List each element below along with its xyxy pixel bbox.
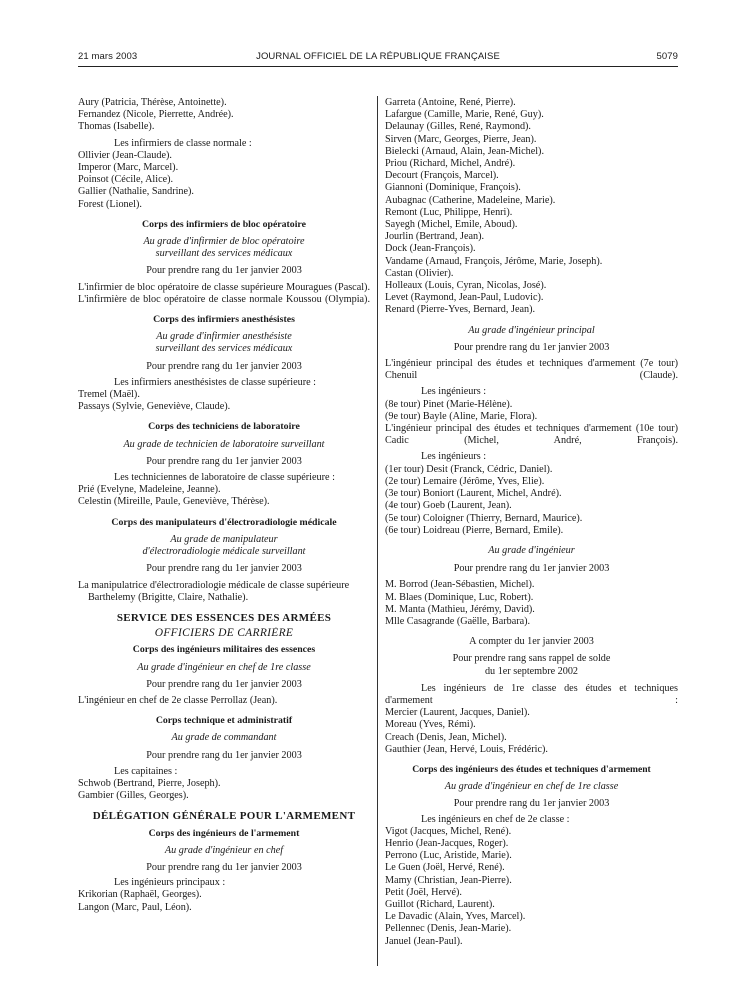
corps-heading: Corps des infirmiers de bloc opératoire [142, 218, 306, 230]
name-entry: Mamy (Christian, Jean-Pierre). [385, 874, 512, 886]
name-entry: Creach (Denis, Jean, Michel). [385, 731, 507, 743]
rank-line: Pour prendre rang du 1er janvier 2003 [453, 798, 610, 810]
name-entry: Poinsot (Cécile, Alice). [78, 174, 174, 186]
name-entry: Garreta (Antoine, René, Pierre). [385, 97, 516, 108]
name-entry: Decourt (François, Marcel). [385, 170, 499, 182]
name-entry: Moreau (Yves, Rémi). [385, 719, 476, 731]
name-entry: Vigot (Jacques, Michel, René). [385, 825, 512, 837]
name-entry: Dock (Jean-François). [385, 243, 476, 255]
rank-line: Pour prendre rang sans rappel de solde [452, 653, 611, 665]
group-label: Les infirmiers de classe normale : [114, 137, 252, 149]
name-entry: (2e tour) Lemaire (Jérôme, Yves, Elie). [385, 475, 545, 487]
column-divider [377, 96, 378, 966]
name-entry: M. Manta (Mathieu, Jérémy, David). [385, 603, 535, 615]
name-entry: Prié (Evelyne, Madeleine, Jeanne). [78, 484, 221, 496]
page-header [78, 51, 678, 65]
name-entry: Giannoni (Dominique, François). [385, 182, 521, 194]
name-entry: (4e tour) Goeb (Laurent, Jean). [385, 500, 512, 512]
rank-line: Pour prendre rang du 1er janvier 2003 [146, 265, 302, 277]
name-entry: Henrio (Jean-Jacques, Roger). [385, 837, 509, 849]
grade-heading: Au grade d'infirmier anesthésiste [156, 331, 292, 343]
name-entry: (6e tour) Loidreau (Pierre, Bernard, Émile). [385, 524, 564, 536]
rank-line: Pour prendre rang du 1er janvier 2003 [453, 563, 610, 575]
grade-heading: Au grade d'ingénieur en chef de 1re classe [444, 781, 619, 793]
promotion-entry: L'ingénieur principal des études et techniques d'armement (7e tour) Chenuil (Claude). [385, 358, 678, 382]
page-number: 5079 [656, 51, 678, 62]
name-entry: Schwob (Bertrand, Pierre, Joseph). [78, 777, 221, 789]
rank-line: Pour prendre rang du 1er janvier 2003 [146, 678, 302, 690]
name-entry: Gallier (Nathalie, Sandrine). [78, 186, 194, 198]
rank-line: du 1er septembre 2002 [484, 665, 579, 677]
name-entry: (5e tour) Coloigner (Thierry, Bernard, Maurice). [385, 512, 583, 524]
group-label: Les ingénieurs : [421, 386, 487, 398]
corps-heading: Corps des ingénieurs de l'armement [148, 827, 300, 839]
journal-title: JOURNAL OFFICIEL DE LA RÉPUBLIQUE FRANÇAISE [256, 51, 500, 62]
service-heading: SERVICE DES ESSENCES DES ARMÉES [116, 611, 332, 624]
name-entry: Guillot (Richard, Laurent). [385, 898, 495, 910]
service-subheading: OFFICIERS DE CARRIÈRE [154, 627, 294, 640]
name-entry: Celestin (Mireille, Paule, Geneviève, Thérèse). [78, 496, 270, 508]
name-entry: Le Guen (Joël, Hervé, René). [385, 862, 505, 874]
name-entry: Petit (Joël, Hervé). [385, 886, 462, 898]
corps-heading: Corps des infirmiers anesthésistes [153, 314, 295, 326]
name-entry: Gambier (Gilles, Georges). [78, 790, 189, 802]
name-entry: Fernandez (Nicole, Pierrette, Andrée). [78, 109, 234, 121]
corps-heading: Corps des ingénieurs des études et techniques d'armement [412, 763, 651, 775]
corps-heading: Corps des ingénieurs militaires des essences [132, 644, 316, 656]
name-entry: Sayegh (Michel, Emile, Aboud). [385, 219, 518, 231]
name-entry: Vandame (Arnaud, François, Jérôme, Marie, Joseph). [385, 255, 603, 267]
promotion-entry: L'infirmière de bloc opératoire de classe normale Koussou (Olympia). [78, 293, 370, 305]
grade-heading: Au grade de manipulateur [170, 533, 278, 545]
name-entry: Krikorian (Raphaël, Georges). [78, 889, 202, 901]
rank-line: Pour prendre rang du 1er janvier 2003 [146, 861, 302, 873]
service-heading: DÉLÉGATION GÉNÉRALE POUR L'ARMEMENT [92, 810, 356, 823]
group-label: Les capitaines : [114, 765, 178, 777]
name-entry: Gauthier (Jean, Hervé, Louis, Frédéric). [385, 743, 548, 755]
name-entry: Januel (Jean-Paul). [385, 935, 463, 947]
group-label: Les ingénieurs en chef de 2e classe : [421, 813, 570, 825]
name-entry: Ollivier (Jean-Claude). [78, 149, 172, 161]
name-entry: Lafargue (Camille, Marie, René, Guy). [385, 109, 544, 121]
grade-heading: Au grade d'ingénieur en chef de 1re classe [137, 661, 311, 673]
name-entry: M. Borrod (Jean-Sébastien, Michel). [385, 579, 535, 591]
name-entry: Imperor (Marc, Marcel). [78, 162, 179, 174]
name-entry: Passays (Sylvie, Geneviève, Claude). [78, 401, 231, 413]
left-column [78, 97, 370, 914]
name-entry: Priou (Richard, Michel, André). [385, 158, 516, 170]
name-entry: Perrono (Luc, Aristide, Marie). [385, 850, 512, 862]
name-entry: Jourlin (Bertrand, Jean). [385, 231, 485, 243]
grade-heading: Au grade d'ingénieur principal [468, 324, 595, 336]
corps-heading: Corps technique et administratif [155, 715, 293, 727]
promotion-entry: L'ingénieur principal des études et techniques d'armement (10e tour) Cadic (Michel, André, François). [385, 423, 678, 447]
header-date: 21 mars 2003 [78, 51, 138, 62]
name-entry: Pellennec (Denis, Jean-Marie). [385, 923, 512, 935]
name-entry: Mlle Casagrande (Gaëlle, Barbara). [385, 615, 531, 627]
name-entry: Bielecki (Arnaud, Alain, Jean-Michel). [385, 145, 544, 157]
name-entry: Delaunay (Gilles, René, Raymond). [385, 121, 531, 133]
group-label: Les ingénieurs : [421, 451, 487, 463]
group-label: Les techniciennes de laboratoire de classe supérieure : [114, 472, 335, 484]
rank-line: Pour prendre rang du 1er janvier 2003 [453, 341, 610, 353]
name-entry: Mercier (Laurent, Jacques, Daniel). [385, 707, 530, 719]
name-entry: Aury (Patricia, Thérèse, Antoinette). [78, 97, 227, 108]
group-label: Les ingénieurs principaux : [114, 877, 226, 889]
group-label: Les ingénieurs de 1re classe des études et techniques d'armement : [385, 682, 678, 706]
name-entry: M. Blaes (Dominique, Luc, Robert). [385, 591, 534, 603]
name-entry: Levet (Raymond, Jean-Paul, Ludovic). [385, 292, 544, 304]
effective-date: A compter du 1er janvier 2003 [469, 636, 594, 648]
name-entry: (8e tour) Pinet (Marie-Hélène). [385, 398, 513, 410]
promotion-entry: L'ingénieur en chef de 2e classe Perrollaz (Jean). [78, 694, 278, 706]
rank-line: Pour prendre rang du 1er janvier 2003 [146, 360, 302, 372]
promotion-entry: La manipulatrice d'électroradiologie médicale de classe supérieure Barthelemy (Brigitte, Claire, Nathalie). [78, 579, 350, 603]
header-rule [78, 66, 678, 67]
name-entry: (1er tour) Desit (Franck, Cédric, Daniel). [385, 463, 553, 475]
rank-line: Pour prendre rang du 1er janvier 2003 [146, 749, 302, 761]
grade-heading: surveillant des services médicaux [155, 248, 293, 260]
name-entry: Sirven (Marc, Georges, Pierre, Jean). [385, 133, 537, 145]
name-entry: Thomas (Isabelle). [78, 121, 155, 133]
name-entry: Tremel (Maël). [78, 389, 140, 401]
corps-heading: Corps des manipulateurs d'électroradiologie médicale [111, 516, 337, 528]
right-column [385, 97, 678, 948]
name-entry: Le Davadic (Alain, Yves, Marcel). [385, 911, 526, 923]
rank-line: Pour prendre rang du 1er janvier 2003 [146, 563, 302, 575]
grade-heading: Au grade de commandant [171, 732, 277, 744]
name-entry: (3e tour) Boniort (Laurent, Michel, André). [385, 488, 562, 500]
grade-heading: surveillant des services médicaux [155, 343, 293, 355]
name-entry: Forest (Lionel). [78, 198, 142, 210]
promotion-entry: L'infirmier de bloc opératoire de classe supérieure Mouragues (Pascal). [78, 281, 370, 293]
grade-heading: Au grade d'infirmier de bloc opératoire [143, 236, 305, 248]
name-entry: Holleaux (Louis, Cyran, Nicolas, José). [385, 280, 547, 292]
grade-heading: Au grade d'ingénieur [488, 544, 575, 556]
name-entry: Castan (Olivier). [385, 267, 454, 279]
name-entry: Remont (Luc, Philippe, Henri). [385, 206, 513, 218]
name-entry: (9e tour) Bayle (Aline, Marie, Flora). [385, 410, 538, 422]
grade-heading: Au grade de technicien de laboratoire surveillant [123, 438, 325, 450]
corps-heading: Corps des techniciens de laboratoire [148, 421, 300, 433]
name-entry: Renard (Pierre-Yves, Bernard, Jean). [385, 304, 536, 316]
grade-heading: Au grade d'ingénieur en chef [164, 844, 284, 856]
name-entry: Aubagnac (Catherine, Madeleine, Marie). [385, 194, 556, 206]
grade-heading: d'électroradiologie médicale surveillant [142, 546, 306, 558]
rank-line: Pour prendre rang du 1er janvier 2003 [146, 455, 302, 467]
group-label: Les infirmiers anesthésistes de classe supérieure : [114, 376, 316, 388]
name-entry: Langon (Marc, Paul, Léon). [78, 901, 192, 913]
